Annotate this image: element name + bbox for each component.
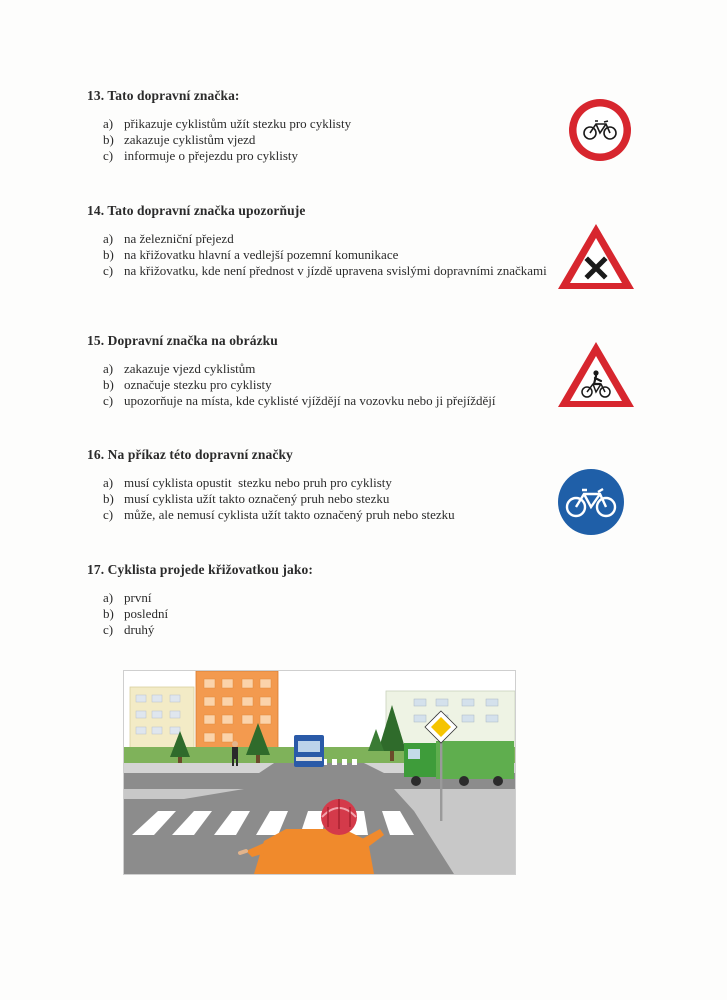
- cycle-path-mandatory-sign-icon: [557, 468, 625, 536]
- question-13: [87, 88, 557, 164]
- option-letter: a): [103, 116, 114, 131]
- option-text: musí cyklista užít takto označený pruh nebo stezku: [124, 491, 390, 506]
- option-letter: b): [103, 377, 114, 392]
- question-16: [87, 447, 557, 523]
- answer-option[interactable]: [87, 361, 557, 377]
- answer-option[interactable]: [87, 622, 557, 638]
- question-17: [87, 562, 557, 638]
- option-text: druhý: [124, 622, 155, 637]
- option-text: na křižovatku, kde není přednost v jízdě upravena svislými dopravními značkami: [124, 263, 547, 278]
- option-text: musí cyklista opustit stezku nebo pruh pro cyklisty: [124, 475, 392, 490]
- answer-option[interactable]: [87, 377, 557, 393]
- option-text: na křižovatku hlavní a vedlejší pozemní komunikace: [124, 247, 399, 262]
- question-title: 14. Tato dopravní značka upozorňuje: [87, 203, 306, 218]
- option-letter: b): [103, 132, 114, 147]
- answer-option[interactable]: [87, 507, 557, 523]
- crossroads-warning-sign-icon: [556, 222, 636, 292]
- question-15: [87, 333, 557, 409]
- option-text: může, ale nemusí cyklista užít takto označený pruh nebo stezku: [124, 507, 455, 522]
- option-text: upozorňuje na místa, kde cyklisté vjíždějí na vozovku nebo ji přejíždějí: [124, 393, 496, 408]
- cyclists-warning-sign-icon: [556, 340, 636, 410]
- question-title: 17. Cyklista projede křižovatkou jako:: [87, 562, 313, 577]
- option-text: zakazuje vjezd cyklistům: [124, 361, 256, 376]
- answer-option[interactable]: [87, 231, 557, 247]
- question-title: 16. Na příkaz této dopravní značky: [87, 447, 293, 462]
- option-letter: c): [103, 393, 114, 408]
- option-letter: b): [103, 606, 114, 621]
- answer-option[interactable]: [87, 132, 557, 148]
- option-letter: a): [103, 231, 114, 246]
- answer-option[interactable]: [87, 475, 557, 491]
- question-title: 15. Dopravní značka na obrázku: [87, 333, 278, 348]
- answer-option[interactable]: [87, 116, 557, 132]
- answer-option[interactable]: [87, 247, 557, 263]
- option-text: označuje stezku pro cyklisty: [124, 377, 272, 392]
- option-letter: a): [103, 361, 114, 376]
- answer-option[interactable]: [87, 590, 557, 606]
- option-text: informuje o přejezdu pro cyklisty: [124, 148, 299, 163]
- question-title: 13. Tato dopravní značka:: [87, 88, 240, 103]
- answer-option[interactable]: [87, 491, 557, 507]
- option-letter: a): [103, 590, 114, 605]
- option-letter: c): [103, 622, 114, 637]
- answer-option[interactable]: [87, 393, 557, 409]
- option-letter: c): [103, 263, 114, 278]
- option-text: přikazuje cyklistům užít stezku pro cyklisty: [124, 116, 352, 131]
- answer-option[interactable]: [87, 263, 557, 279]
- option-letter: b): [103, 247, 114, 262]
- intersection-scene-illustration: [123, 670, 516, 875]
- question-14: [87, 203, 557, 279]
- answer-option[interactable]: [87, 606, 557, 622]
- option-text: na železniční přejezd: [124, 231, 234, 246]
- option-letter: c): [103, 507, 114, 522]
- option-letter: c): [103, 148, 114, 163]
- answer-option[interactable]: [87, 148, 557, 164]
- no-bicycles-sign-icon: [568, 98, 632, 162]
- option-letter: a): [103, 475, 114, 490]
- option-text: první: [124, 590, 152, 605]
- option-letter: b): [103, 491, 114, 506]
- option-text: poslední: [124, 606, 169, 621]
- option-text: zakazuje cyklistům vjezd: [124, 132, 256, 147]
